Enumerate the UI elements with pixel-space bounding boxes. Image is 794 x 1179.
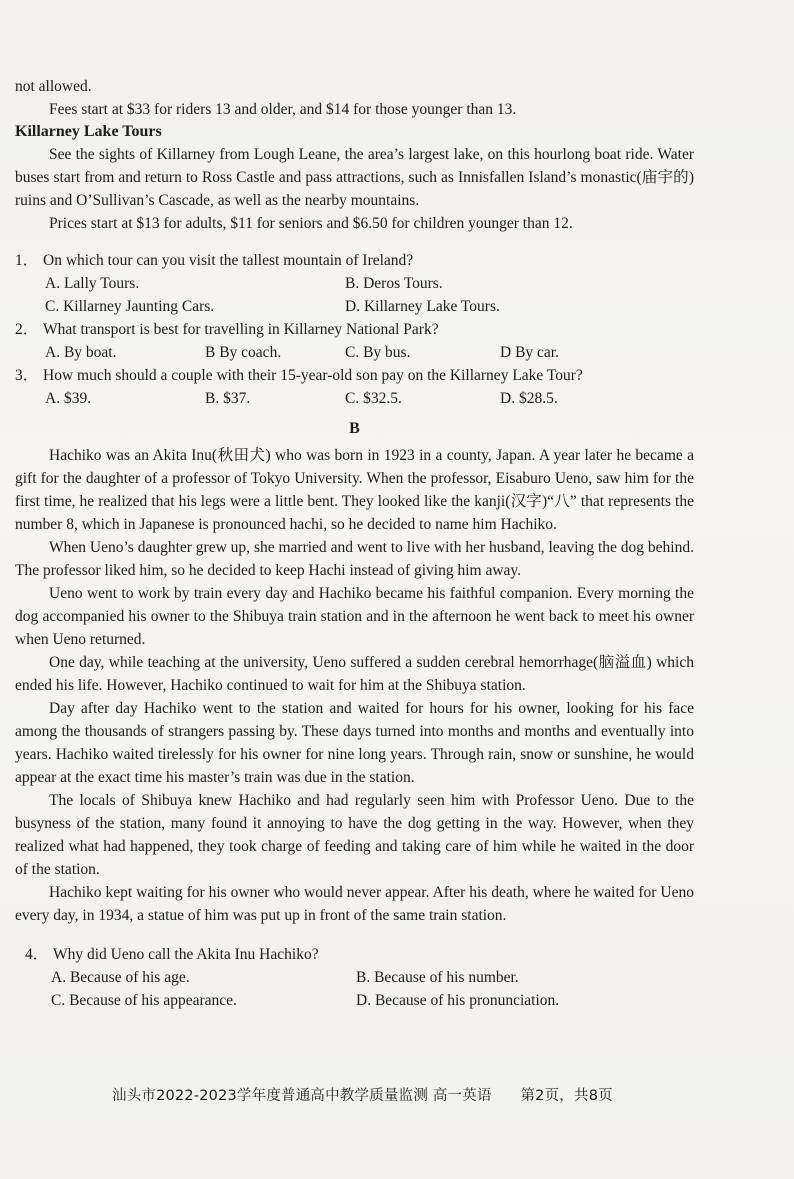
option-c: C. $32.5. — [345, 390, 402, 407]
option-c: C. By bus. — [345, 344, 411, 361]
continued-text: not allowed. — [15, 78, 92, 95]
passage-paragraph: Hachiko was an Akita Inu(秋田犬) who was born in 1923 in a county, Japan. A year later he became a gift for the daughter of a professor of Tokyo University. When the professor, Eisaburo Ueno, saw him for the first time, he realized that his legs were a little bent. They looked like the kanji(汉字)“八” that represents the number 8, which in Japanese is pronounced hachi, so he decided to name him Hachiko. — [15, 447, 694, 533]
question-4: 4． Why did Ueno call the Akita Inu Hachiko? — [25, 946, 319, 963]
option-d: D. Killarney Lake Tours. — [345, 298, 500, 315]
lake-tours-paragraph: See the sights of Killarney from Lough Leane, the area’s largest lake, on this hourlong boat ride. Water buses start from and return to Ross Castle and pass attractions, such as Innisfallen Island’s monastic(庙宇的) ruins and O’Sullivan’s Cascade, as well as the nearby mountains. Prices start at $13 for adults, $11 for seniors and $6.50 for children younger than 12. — [15, 143, 694, 235]
question-4-options — [15, 966, 694, 1012]
page-footer — [112, 1084, 613, 1105]
option-a: A. By boat. — [45, 344, 117, 361]
section-heading-killarney-lake-tours: Killarney Lake Tours — [15, 123, 162, 140]
option-b: B By coach. — [205, 344, 282, 361]
section-b-label: B — [349, 420, 360, 437]
option-d: D. Because of his pronunciation. — [356, 992, 560, 1009]
option-a: A. Because of his age. — [51, 969, 190, 986]
page-number: 第2页，共8页 — [520, 1088, 613, 1104]
question-2: 2． What transport is best for travelling in Killarney National Park? — [15, 321, 439, 338]
passage-paragraph: When Ueno’s daughter grew up, she married and went to live with her husband, leaving the dog behind. The professor liked him, so he decided to keep Hachi instead of giving him away. — [15, 539, 694, 579]
question-3-options — [15, 387, 694, 410]
passage-paragraph: Hachiko kept waiting for his owner who would never appear. After his death, where he waited for Ueno every day, in 1934, a statue of him was put up in front of the same train station. — [15, 884, 694, 924]
prices-paragraph: Prices start at $13 for adults, $11 for seniors and $6.50 for children younger than 12. — [49, 215, 573, 232]
option-a: A. $39. — [45, 390, 92, 407]
option-c: C. Killarney Jaunting Cars. — [45, 298, 215, 315]
question-1: 1． On which tour can you visit the tallest mountain of Ireland? — [15, 252, 414, 269]
passage-b — [15, 444, 694, 927]
passage-paragraph: Day after day Hachiko went to the station and waited for hours for his owner, looking for his face among the thousands of strangers passing by. These days turned into months and months and eventually into years. Hachiko waited tirelessly for his owner for nine long years. Through rain, snow or sunshine, he would appear at the exact time his master’s train was due in the station. — [15, 700, 694, 786]
option-d: D. $28.5. — [500, 390, 558, 407]
option-a: A. Lally Tours. — [45, 275, 140, 292]
option-b: B. Because of his number. — [356, 969, 519, 986]
passage-paragraph: Ueno went to work by train every day and Hachiko became his faithful companion. Every morning the dog accompanied his owner to the Shibuya train station and in the afternoon he went back to meet his owner when Ueno returned. — [15, 585, 694, 648]
question-3: 3． How much should a couple with their 15-year-old son pay on the Killarney Lake Tour? — [15, 367, 583, 384]
option-d: D By car. — [500, 344, 559, 361]
fees-paragraph: Fees start at $33 for riders 13 and older, and $14 for those younger than 13. — [49, 101, 517, 118]
option-b: B. Deros Tours. — [345, 275, 443, 292]
option-c: C. Because of his appearance. — [51, 992, 237, 1009]
question-2-options — [15, 341, 694, 364]
passage-paragraph: One day, while teaching at the university, Ueno suffered a sudden cerebral hemorrhage(脑溢血) which ended his life. However, Hachiko continued to wait for him at the Shibuya station. — [15, 654, 694, 694]
passage-paragraph: The locals of Shibuya knew Hachiko and had regularly seen him with Professor Ueno. Due to the busyness of the station, many found it annoying to have the dog getting in the way. However, when they realized what had happened, they took charge of feeding and taking care of him while he waited in the door of the station. — [15, 792, 694, 878]
option-b: B. $37. — [205, 390, 251, 407]
question-1-options — [15, 272, 694, 318]
exam-title: 汕头市2022-2023学年度普通高中教学质量监测 高一英语 — [112, 1088, 492, 1104]
